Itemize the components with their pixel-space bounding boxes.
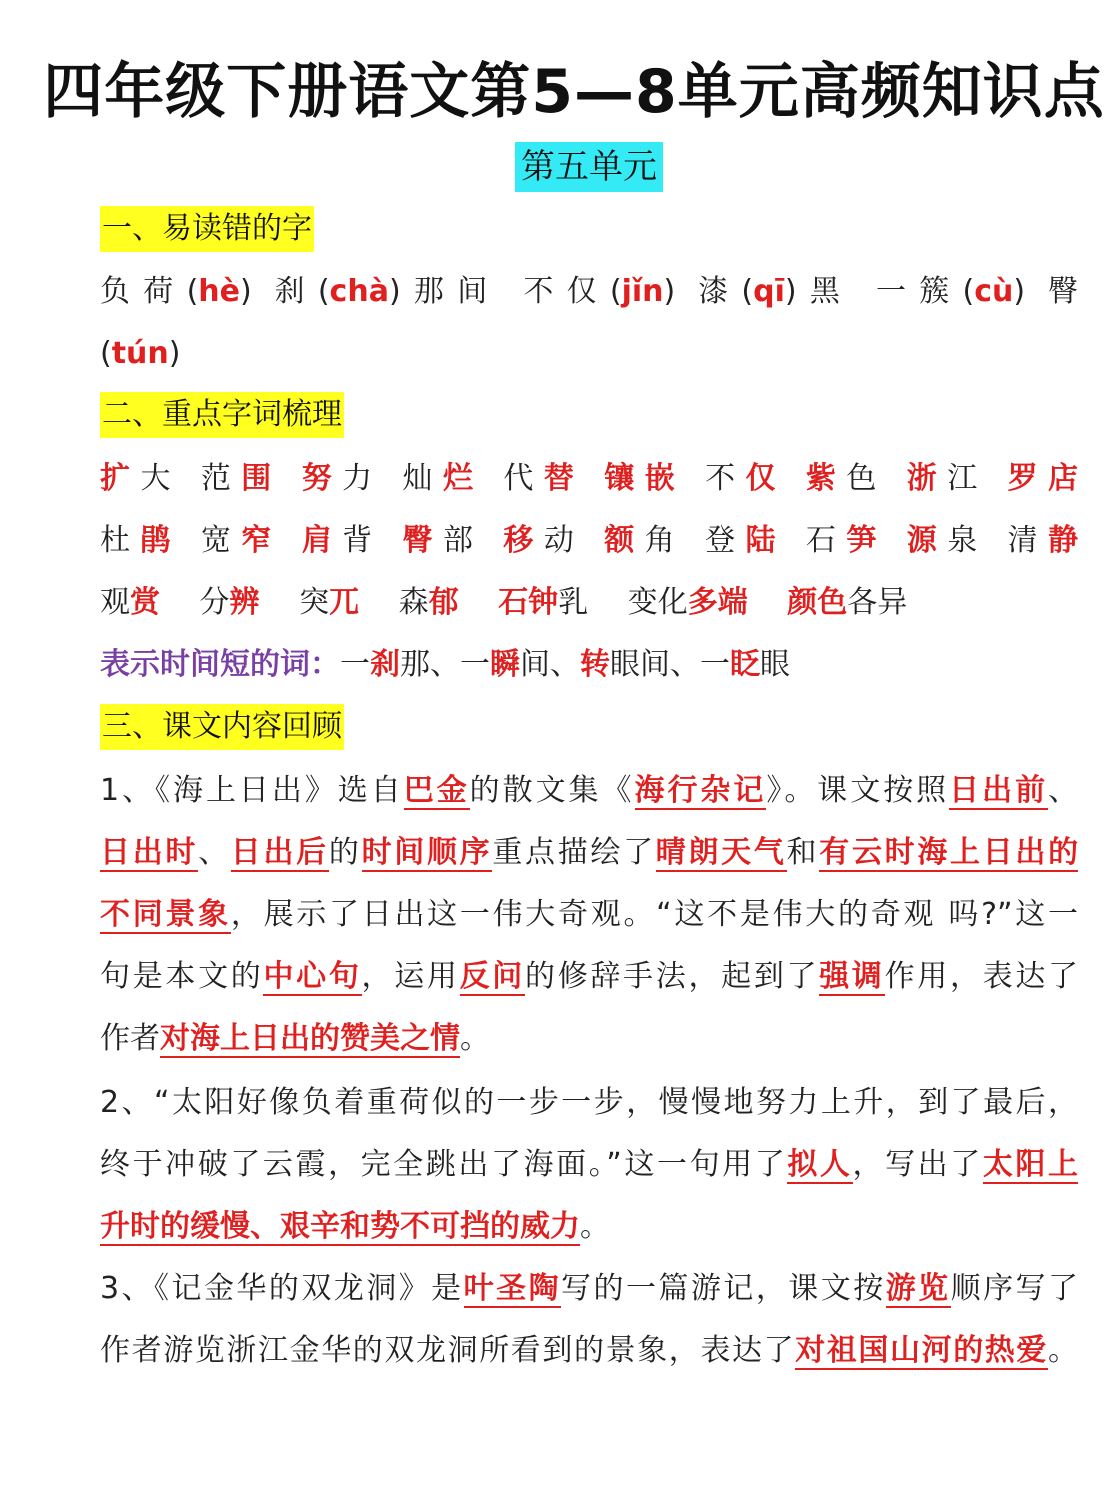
- review-p3-line-1: 3、《记金华的双龙洞》是叶圣陶写的一篇游记，课文按游览顺序写了: [100, 1271, 1079, 1306]
- pronunciation-line-1: [100, 265, 1078, 319]
- word-item: 登陆: [705, 523, 786, 558]
- pron-item: (tún): [100, 336, 181, 371]
- word-item: 浙江: [906, 461, 988, 496]
- word-item: 石笋: [805, 523, 887, 558]
- word-item: 镶嵌: [604, 461, 686, 496]
- word-item: 紫色: [805, 461, 887, 496]
- review-p3-line-2: 作者游览浙江金华的双龙洞所看到的景象，表达了对祖国山河的热爱。: [100, 1333, 1079, 1368]
- word-item: 清静: [1007, 523, 1079, 558]
- pron-item: 刹(chà)那间: [274, 274, 501, 309]
- section-heading-key-words: 二、重点字词梳理: [100, 392, 344, 438]
- time-words-label: 表示时间短的词：: [100, 647, 340, 682]
- word-item: 分辨: [199, 585, 260, 620]
- word-item: 代替: [503, 461, 585, 496]
- word-item: 努力: [301, 461, 383, 496]
- word-item: 不仅: [705, 461, 786, 496]
- word-item: 臀部: [402, 523, 484, 558]
- review-p1-line-3: 不同景象，展示了日出这一伟大奇观。“这不是伟大的奇观 吗?”这一: [100, 897, 1079, 932]
- review-p2-line-2: 终于冲破了云霞，完全跳出了海面。”这一句用了拟人，写出了太阳上: [100, 1147, 1079, 1182]
- word-item: 扩大: [100, 461, 181, 496]
- pron-item: 臀: [1047, 274, 1078, 309]
- pronunciation-line-2: [100, 327, 1078, 381]
- section-heading-pronunciation: 一、易读错的字: [100, 206, 314, 252]
- pron-item: 一簇(cù): [875, 274, 1026, 309]
- words-row-1: [100, 452, 1078, 506]
- word-item: 变化多端: [627, 585, 748, 620]
- word-item: 移动: [503, 523, 585, 558]
- unit-heading: 第五单元: [515, 142, 663, 192]
- word-item: 杜鹃: [100, 523, 181, 558]
- pron-item: 不仅(jǐn): [523, 274, 676, 309]
- word-item: 罗店: [1007, 461, 1079, 496]
- word-item: 颜色各异: [787, 585, 908, 620]
- word-item: 石钟乳: [498, 585, 589, 620]
- words-row-3: [100, 576, 1078, 630]
- review-p2-line-3: 升时的缓慢、艰辛和势不可挡的威力。: [100, 1209, 610, 1244]
- page-title: 四年级下册语文第5—8单元高频知识点: [43, 57, 1105, 127]
- word-item: 观赏: [100, 585, 160, 620]
- word-item: 突兀: [299, 585, 360, 620]
- word-item: 范围: [200, 461, 282, 496]
- word-item: 肩背: [301, 523, 383, 558]
- words-row-2: [100, 514, 1078, 568]
- review-p1-line-1: 1、《海上日出》选自巴金的散文集《海行杂记》。课文按照日出前、: [100, 773, 1079, 808]
- review-p1-line-5: 作者对海上日出的赞美之情。: [100, 1021, 490, 1056]
- review-p1-line-2: 日出时、日出后的时间顺序重点描绘了晴朗天气和有云时海上日出的: [100, 835, 1079, 870]
- word-item: 宽窄: [200, 523, 282, 558]
- pron-item: 漆(qī)黑: [698, 274, 854, 309]
- review-p2-line-1: 2、“太阳好像负着重荷似的一步一步，慢慢地努力上升，到了最后，: [100, 1085, 1078, 1120]
- pron-item: 负荷(hè): [100, 274, 252, 309]
- review-p1-line-4: 句是本文的中心句，运用反问的修辞手法，起到了强调作用，表达了: [100, 959, 1079, 994]
- word-item: 森郁: [398, 585, 459, 620]
- word-item: 灿烂: [402, 461, 484, 496]
- section-heading-review: 三、课文内容回顾: [100, 704, 344, 750]
- word-item: 额角: [604, 523, 686, 558]
- word-item: 源泉: [906, 523, 988, 558]
- time-words-line: 表示时间短的词：一刹那、一瞬间、转眼间、一眨眼: [100, 647, 790, 682]
